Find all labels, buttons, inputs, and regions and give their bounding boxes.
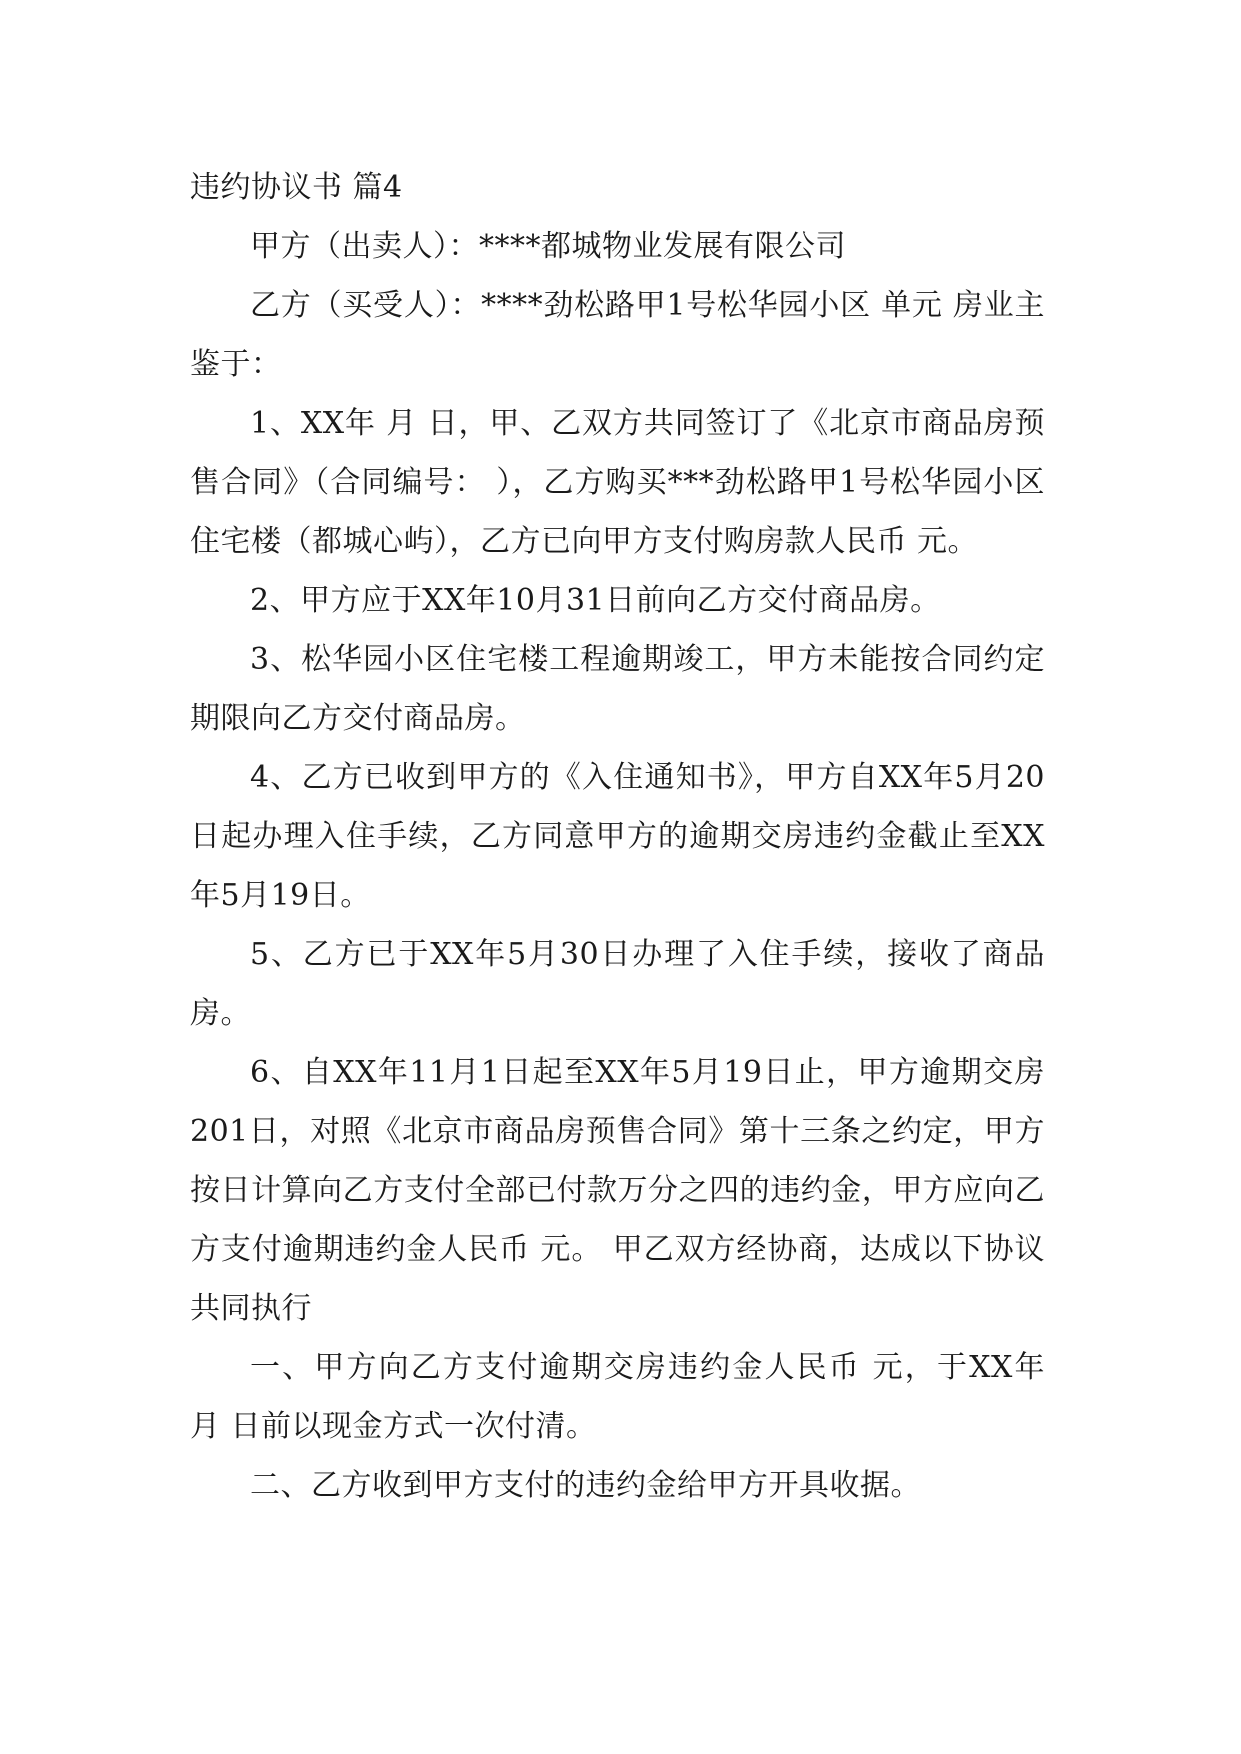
agreement-item-2-paragraph: 二、乙方收到甲方支付的违约金给甲方开具收据。 <box>250 1468 921 1503</box>
clause-3-paragraph: 3、松华园小区住宅楼工程逾期竣工，甲方未能按合同约定期限向乙方交付商品房。 <box>190 642 1045 736</box>
clause-2-paragraph: 2、甲方应于XX年10月31日前向乙方交付商品房。 <box>250 583 941 618</box>
party-a-paragraph: 甲方（出卖人）：****都城物业发展有限公司 <box>250 229 846 264</box>
party-b-paragraph: 乙方（买受人）：****劲松路甲1号松华园小区 单元 房业主 鉴于： <box>190 288 1045 382</box>
document-body <box>190 158 1045 1515</box>
clause-6-paragraph: 6、自XX年11月1日起至XX年5月19日止，甲方逾期交房201日，对照《北京市商品房预售合同》第十三条之约定，甲方按日计算向乙方支付全部已付款万分之四的违约金，甲方应向乙方支付逾期违约金人民币 元。 甲乙双方经协商，达成以下协议共同执行 <box>190 1055 1045 1326</box>
agreement-item-1-paragraph: 一、甲方向乙方支付逾期交房违约金人民币 元，于XX年 月 日前以现金方式一次付清。 <box>190 1350 1045 1444</box>
clause-1-paragraph: 1、XX年 月 日，甲、乙双方共同签订了《北京市商品房预售合同》（合同编号： ），乙方购买***劲松路甲1号松华园小区住宅楼（都城心屿），乙方已向甲方支付购房款人民币 元。 <box>190 406 1045 559</box>
clause-5-paragraph: 5、乙方已于XX年5月30日办理了入住手续，接收了商品房。 <box>190 937 1045 1031</box>
document-title: 违约协议书 篇4 <box>190 170 403 205</box>
clause-4-paragraph: 4、乙方已收到甲方的《入住通知书》，甲方自XX年5月20日起办理入住手续，乙方同意甲方的逾期交房违约金截止至XX年5月19日。 <box>190 760 1045 913</box>
